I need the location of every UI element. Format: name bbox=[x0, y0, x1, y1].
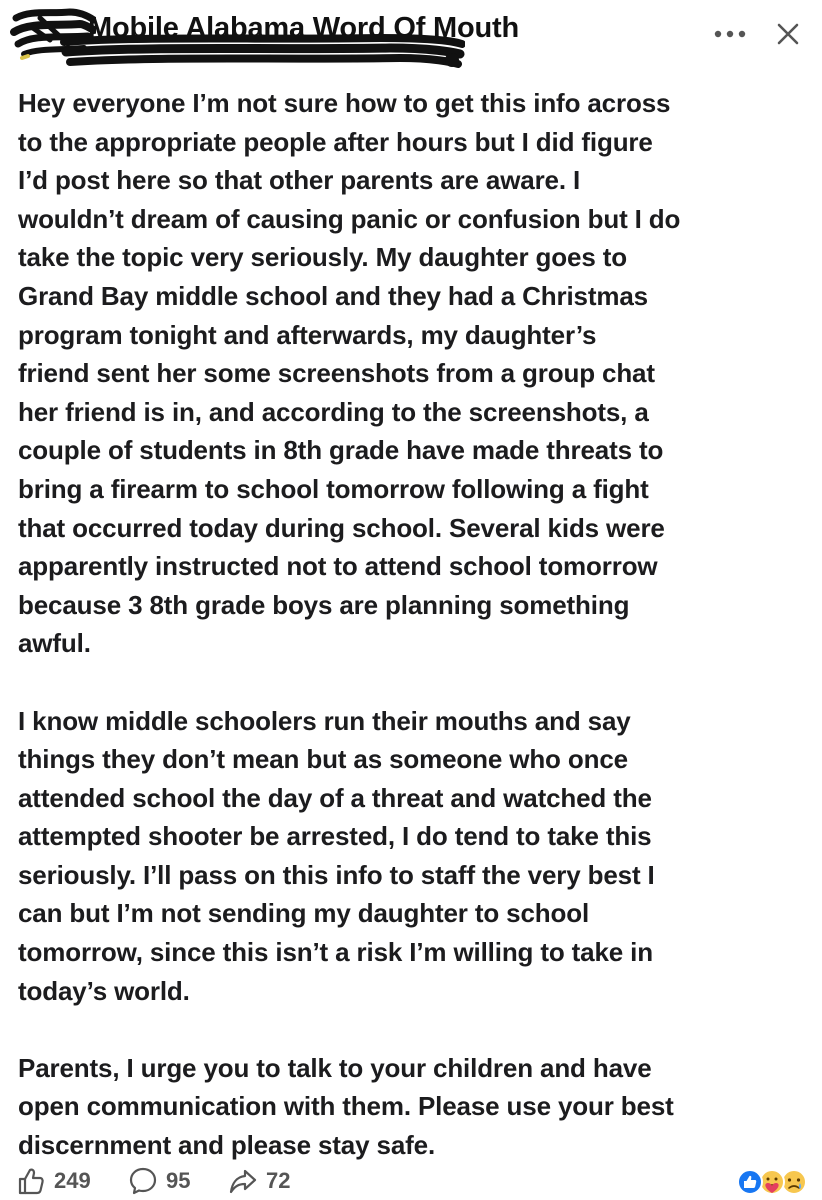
care-reaction-icon bbox=[760, 1170, 784, 1194]
comment-bubble-icon bbox=[128, 1166, 158, 1196]
redacted-name-scribble bbox=[60, 34, 465, 70]
share-count: 72 bbox=[266, 1168, 291, 1193]
sad-reaction-icon bbox=[782, 1170, 806, 1194]
post-paragraph-2: I know middle schoolers run their mouths and say things they don’t mean but as someone who once attended school the day of a threat and watched the attempted shooter be arrested, I do tend to take this seriously. I’ll pass on this info to staff the very best I can but I’m not sending my daughter to school tomorrow, since this isn’t a risk I’m willing to take in today’s world. bbox=[18, 705, 655, 1006]
like-button[interactable] bbox=[16, 1166, 91, 1196]
share-arrow-icon bbox=[228, 1166, 258, 1196]
group-name[interactable]: Mobile Alabama Word Of Mouth bbox=[88, 12, 520, 44]
reaction-summary[interactable] bbox=[734, 1168, 814, 1196]
comment-button[interactable] bbox=[128, 1166, 190, 1196]
post-text bbox=[18, 84, 818, 1165]
ellipsis-icon bbox=[713, 29, 747, 39]
like-count: 249 bbox=[54, 1168, 91, 1193]
thumbs-up-icon bbox=[16, 1166, 46, 1196]
post-paragraph-1: Hey everyone I’m not sure how to get this info across to the appropriate people after hours but I did figure I’d post here so that other parents are aware. I wouldn’t dream of causing panic or confusion but I do take the topic very seriously. My daughter goes to Grand Bay middle school and they had a Christmas program tonight and afterwards, my daughter’s friend sent her some screenshots from a group chat her friend is in, and according to the screenshots, a couple of students in 8th grade have made threats to bring a firearm to school tomorrow following a fight that occurred today during school. Several kids were apparently instructed not to attend school tomorrow because 3 8th grade boys are planning something awful. bbox=[18, 88, 681, 659]
post-paragraph-3: Parents, I urge you to talk to your children and have open communication with them. Please use your best discernment and please stay safe. bbox=[18, 1052, 674, 1161]
comment-count: 95 bbox=[166, 1168, 191, 1193]
like-reaction-icon bbox=[738, 1170, 762, 1194]
close-button[interactable] bbox=[768, 14, 808, 54]
share-button[interactable] bbox=[228, 1166, 290, 1196]
post-header bbox=[0, 0, 822, 74]
close-icon bbox=[776, 22, 800, 46]
post-actions-bar bbox=[0, 1160, 822, 1200]
more-options-button[interactable] bbox=[708, 14, 752, 54]
